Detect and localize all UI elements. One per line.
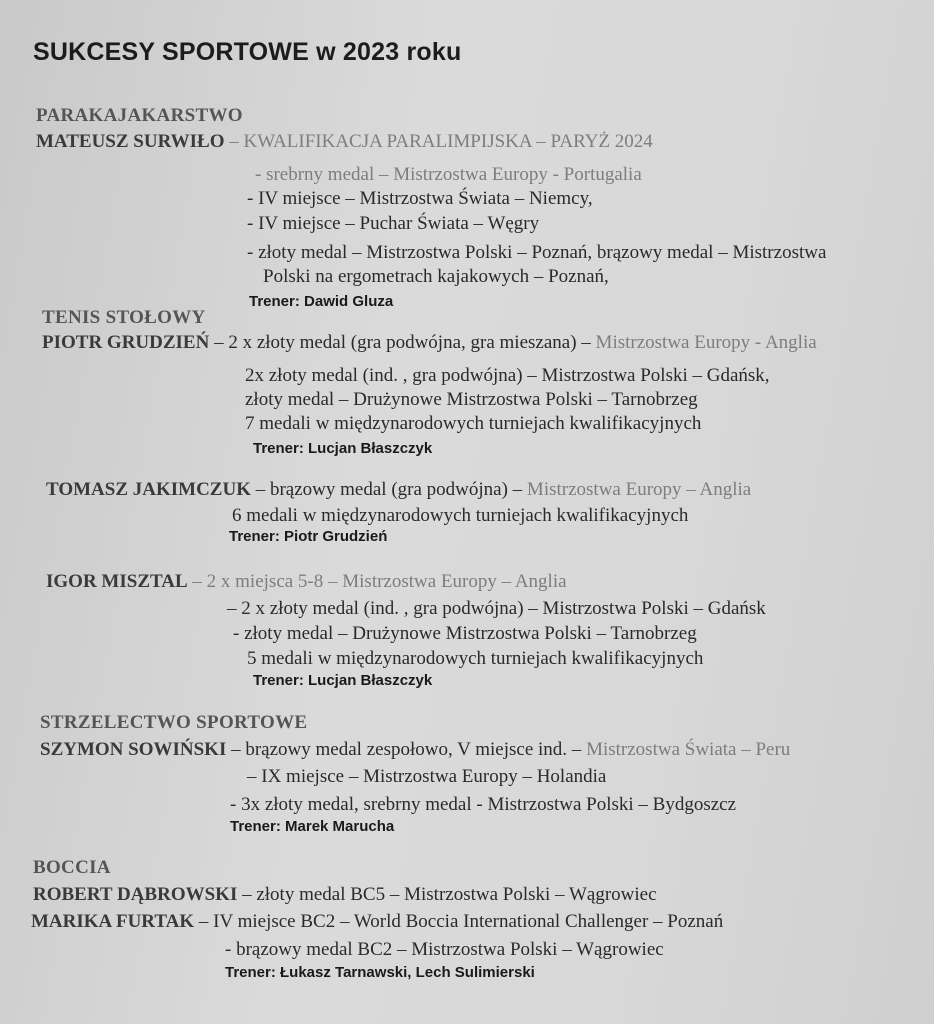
result-line: złoty medal – Drużynowe Mistrzostwa Polski – Tarnobrzeg xyxy=(245,389,698,410)
result-line: – IX miejsce – Mistrzostwa Europy – Holandia xyxy=(247,766,607,787)
result-line: 6 medali w międzynarodowych turniejach kwalifikacyjnych xyxy=(232,505,689,526)
entry-headline: – złoty medal BC5 – Mistrzostwa Polski – Wągrowiec xyxy=(237,884,657,905)
trainer-line: Trener: Lucjan Błaszczyk xyxy=(253,440,433,457)
entry-dabrowski xyxy=(33,883,657,907)
section-heading-strzelectwo: STRZELECTWO SPORTOWE xyxy=(40,712,308,733)
section-heading-boccia: BOCCIA xyxy=(33,857,111,878)
result-line: - brązowy medal BC2 – Mistrzostwa Polski – Wągrowiec xyxy=(225,939,664,960)
result-line: - złoty medal – Mistrzostwa Polski – Poznań, brązowy medal – Mistrzostwa xyxy=(247,242,827,263)
section-heading-parakajakarstwo: PARAKAJAKARSTWO xyxy=(36,105,243,126)
athlete-name: PIOTR GRUDZIEŃ xyxy=(42,332,210,353)
trainer-line: Trener: Marek Marucha xyxy=(230,818,395,835)
entry-headline: – KWALIFIKACJA PARALIMPIJSKA – PARYŻ 2024 xyxy=(224,131,653,152)
result-line: - srebrny medal – Mistrzostwa Europy - Portugalia xyxy=(255,164,642,185)
athlete-name: ROBERT DĄBROWSKI xyxy=(33,884,238,905)
result-line: - IV miejsce – Puchar Świata – Węgry xyxy=(247,213,540,234)
result-line: - IV miejsce – Mistrzostwa Świata – Niemcy, xyxy=(247,188,593,209)
entry-grudzien xyxy=(42,331,817,355)
entry-headline: – brązowy medal (gra podwójna) – xyxy=(250,479,527,500)
entry-misztal xyxy=(46,570,567,594)
entry-event: Mistrzostwa Europy – Anglia xyxy=(526,479,752,500)
entry-furtak xyxy=(31,910,723,934)
trainer-line: Trener: Łukasz Tarnawski, Lech Sulimierski xyxy=(225,964,535,981)
entry-headline: – IV miejsce BC2 – World Boccia International Challenger – Poznań xyxy=(194,911,724,932)
result-line: – 2 x złoty medal (ind. , gra podwójna) – Mistrzostwa Polski – Gdańsk xyxy=(227,598,766,619)
result-line: - 3x złoty medal, srebrny medal - Mistrzostwa Polski – Bydgoszcz xyxy=(230,794,737,815)
result-line: - złoty medal – Drużynowe Mistrzostwa Polski – Tarnobrzeg xyxy=(233,623,697,644)
result-line: 5 medali w międzynarodowych turniejach kwalifikacyjnych xyxy=(247,648,704,669)
athlete-name: TOMASZ JAKIMCZUK xyxy=(46,479,251,500)
section-heading-tenis-stolowy: TENIS STOŁOWY xyxy=(42,307,206,328)
athlete-name: MARIKA FURTAK xyxy=(31,911,195,932)
entry-surwilo xyxy=(36,130,653,154)
entry-headline: – 2 x miejsca 5-8 – Mistrzostwa Europy – Anglia xyxy=(187,571,567,592)
athlete-name: SZYMON SOWIŃSKI xyxy=(40,739,227,760)
athlete-name: MATEUSZ SURWIŁO xyxy=(36,131,225,152)
entry-event: Mistrzostwa Europy - Anglia xyxy=(595,332,817,353)
result-line: Polski na ergometrach kajakowych – Poznań, xyxy=(263,266,609,287)
trainer-line: Trener: Lucjan Błaszczyk xyxy=(253,672,433,689)
result-line: 7 medali w międzynarodowych turniejach kwalifikacyjnych xyxy=(245,413,702,434)
page-title: SUKCESY SPORTOWE w 2023 roku xyxy=(33,38,462,66)
entry-jakimczuk xyxy=(46,478,751,502)
entry-headline: – 2 x złoty medal (gra podwójna, gra mieszana) – xyxy=(209,332,596,353)
result-line: 2x złoty medal (ind. , gra podwójna) – Mistrzostwa Polski – Gdańsk, xyxy=(245,365,770,386)
trainer-line: Trener: Dawid Gluza xyxy=(249,293,394,310)
entry-event: Mistrzostwa Świata – Peru xyxy=(586,739,791,760)
athlete-name: IGOR MISZTAL xyxy=(46,571,188,592)
entry-headline: – brązowy medal zespołowo, V miejsce ind. – xyxy=(226,739,587,760)
entry-sowinski xyxy=(40,738,790,762)
trainer-line: Trener: Piotr Grudzień xyxy=(229,528,388,545)
